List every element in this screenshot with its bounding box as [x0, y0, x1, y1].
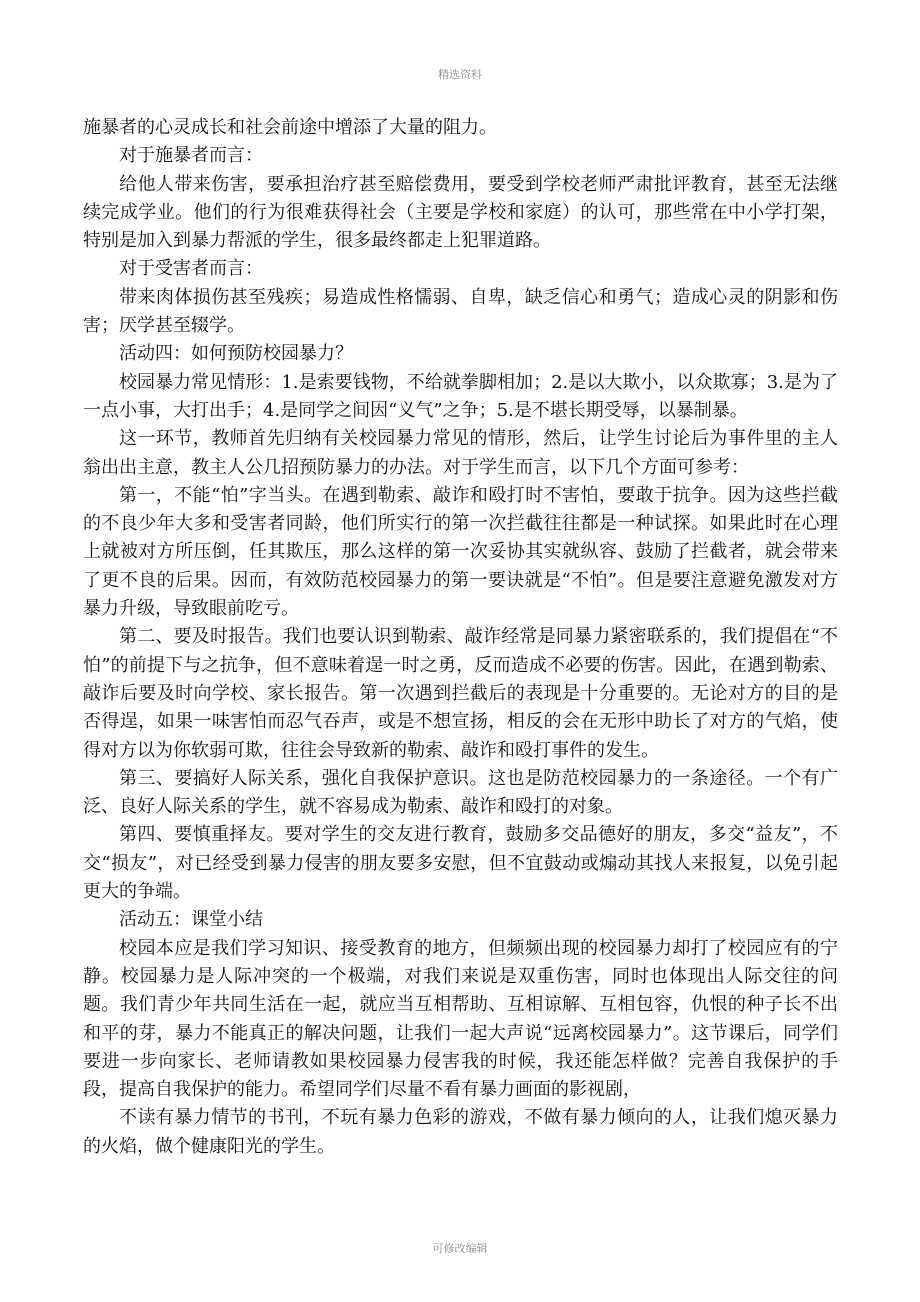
body-paragraph: 这一环节，教师首先归纳有关校园暴力常见的情形，然后，让学生讨论后为事件里的主人翁出出主意，教主人公几招预防暴力的办法。对于学生而言，以下几个方面可参考： — [83, 428, 838, 478]
body-paragraph: 第一，不能“怕”字当头。在遇到勒索、敲诈和殴打时不害怕，要敢于抗争。因为这些拦截的不良少年大多和受害者同龄，他们所实行的第一次拦截往往都是一种试探。如果此时在心理上就被对方所压倒，任其欺压，那么这样的第一次妥协其实就纵容、鼓励了拦截者，就会带来了更不良的后果。因而，有效防范校园暴力的第一要诀就是“不怕”。但是要注意避免激发对方暴力升级，导致眼前吃亏。 — [83, 484, 838, 620]
body-paragraph: 施暴者的心灵成长和社会前途中增添了大量的阻力。 — [83, 117, 497, 138]
body-paragraph: 校园本应是我们学习知识、接受教育的地方，但频频出现的校园暴力却打了校园应有的宁静。校园暴力是人际冲突的一个极端，对我们来说是双重伤害，同时也体现出人际交往的问题。我们青少年共同生活在一起，就应当互相帮助、互相谅解、互相包容，仇恨的种子长不出和平的芽，暴力不能真正的解决问题，让我们一起大声说“远离校园暴力”。这节课后，同学们要进一步向家长、老师请教如果校园暴力侵害我的时候，我还能怎样做？完善自我保护的手段，提高自我保护的能力。希望同学们尽量不看有暴力画面的影视剧， — [83, 937, 838, 1101]
body-paragraph: 给他人带来伤害，要承担治疗甚至赔偿费用，要受到学校老师严肃批评教育，甚至无法继续完成学业。他们的行为很难获得社会（主要是学校和家庭）的认可，那些常在中小学打架，特别是加入到暴力帮派的学生，很多最终都走上犯罪道路。 — [83, 173, 838, 252]
body-paragraph: 活动五：课堂小结 — [119, 909, 263, 931]
body-paragraph: 第四、要慎重择友。要对学生的交友进行教育，鼓励多交品德好的朋友，多交“益友”，不交“损友”，对已经受到暴力侵害的朋友要多安慰，但不宜鼓动或煽动其找人来报复，以免引起更大的争端。 — [83, 824, 838, 903]
body-paragraph: 对于受害者而言： — [119, 258, 263, 280]
page-footer: 可修改编辑 — [432, 1242, 488, 1255]
body-paragraph: 第三、要搞好人际关系，强化自我保护意识。这也是防范校园暴力的一条途径。一个有广泛、良好人际关系的学生，就不容易成为勒索、敲诈和殴打的对象。 — [83, 767, 838, 818]
body-paragraph: 活动四：如何预防校园暴力？ — [119, 343, 353, 365]
body-paragraph: 第二、要及时报告。我们也要认识到勒索、敲诈经常是同暴力紧密联系的，我们提倡在“不怕”的前提下与之抗争，但不意味着逞一时之勇，反而造成不必要的伤害。因此，在遇到勒索、敲诈后要及时向学校、家长报告。第一次遇到拦截后的表现是十分重要的。无论对方的目的是否得逞，如果一味害怕而忍气吞声，或是不想宣扬，相反的会在无形中助长了对方的气焰，使得对方以为你软弱可欺，往往会导致新的勒索、敲诈和殴打事件的发生。 — [83, 626, 838, 761]
body-paragraph: 带来肉体损伤甚至残疾；易造成性格懦弱、自卑，缺乏信心和勇气；造成心灵的阴影和伤害；厌学甚至辍学。 — [83, 286, 838, 337]
document-body — [83, 114, 838, 1161]
body-paragraph: 对于施暴者而言： — [119, 145, 263, 167]
page-header: 精选资料 — [438, 68, 482, 81]
body-paragraph: 校园暴力常见情形：1.是索要钱物，不给就拳脚相加；2.是以大欺小，以众欺寡；3.是为了一点小事，大打出手；4.是同学之间因“义气”之争；5.是不堪长期受辱，以暴制暴。 — [83, 371, 838, 421]
body-paragraph: 不读有暴力情节的书刊，不玩有暴力色彩的游戏，不做有暴力倾向的人，让我们熄灭暴力的火焰，做个健康阳光的学生。 — [83, 1107, 838, 1157]
